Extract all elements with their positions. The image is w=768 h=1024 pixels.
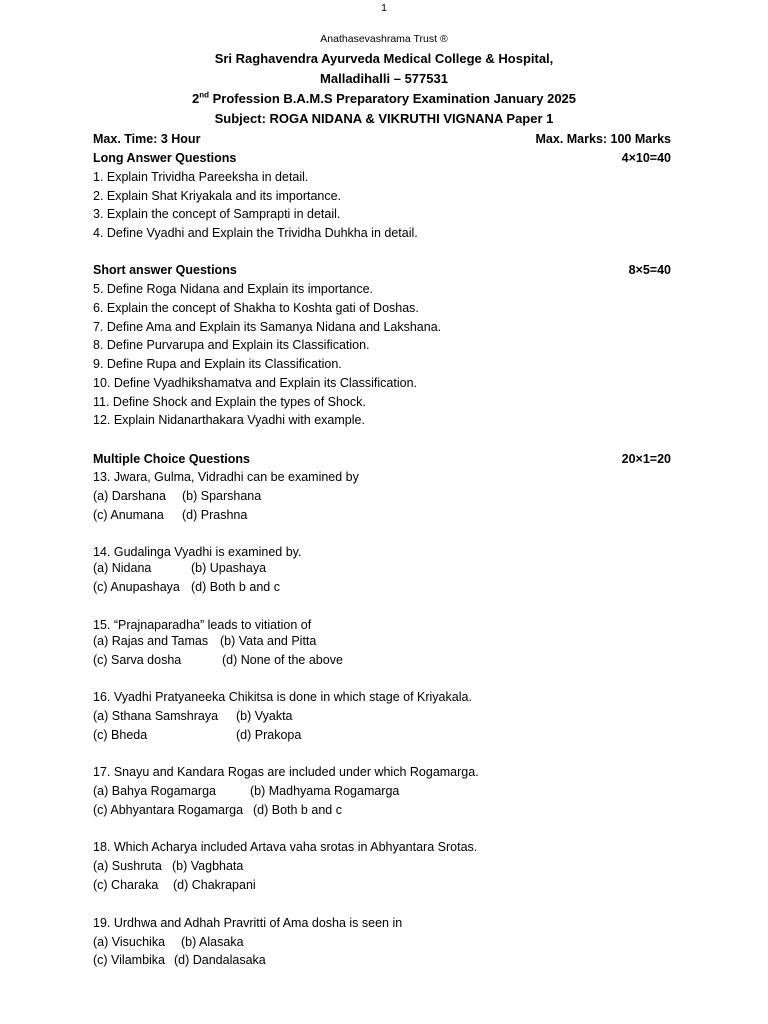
mcq-option-c: (c) Sarva dosha [93,653,182,667]
subject-title: Subject: ROGA NIDANA & VIKRUTHI VIGNANA Paper 1 [214,111,554,126]
exam-title [0,92,768,105]
mcq-question: 19. Urdhwa and Adhah Pravritti of Ama dosha is seen in [93,916,403,930]
long-answer-marks: 4×10=40 [621,151,671,165]
mcq-option-d: (d) Prakopa [236,728,302,742]
mcq-option-b: (b) Vagbhata [172,859,244,873]
college-name: Sri Raghavendra Ayurveda Medical College & Hospital, [214,51,554,66]
mcq-option-c: (c) Bheda [93,728,148,742]
mcq-option-a: (a) Visuchika [93,935,166,949]
mcq-option-a: (a) Darshana [93,489,166,503]
short-question: 7. Define Ama and Explain its Samanya Nidana and Lakshana. [93,320,442,334]
mcq-option-c: (c) Anupashaya [93,580,180,594]
short-question: 5. Define Roga Nidana and Explain its importance. [93,282,374,296]
mcq-option-d: (d) Dandalasaka [174,953,266,967]
mcq-option-c: (c) Charaka [93,878,159,892]
mcq-marks: 20×1=20 [621,452,671,466]
mcq-question: 14. Gudalinga Vyadhi is examined by. [93,545,302,559]
short-question: 8. Define Purvarupa and Explain its Classification. [93,338,370,352]
long-answer-heading: Long Answer Questions [93,151,237,165]
mcq-option-b: (b) Upashaya [191,561,267,575]
mcq-question: 15. “Prajnaparadha” leads to vitiation of [93,618,312,632]
mcq-option-a: (a) Nidana [93,561,152,575]
mcq-option-a: (a) Sthana Samshraya [93,709,219,723]
mcq-option-d: (d) Both b and c [253,803,342,817]
short-question: 11. Define Shock and Explain the types of Shock. [93,395,366,409]
short-question: 12. Explain Nidanarthakara Vyadhi with example. [93,413,365,427]
exam-title-rest: Profession B.A.M.S Preparatory Examination January 2025 [208,91,577,106]
short-question: 10. Define Vyadhikshamatva and Explain its Classification. [93,376,418,390]
max-marks: Max. Marks: 100 Marks [535,132,671,146]
mcq-option-c: (c) Abhyantara Rogamarga [93,803,244,817]
mcq-heading: Multiple Choice Questions [93,452,250,466]
page-number: 1 [381,2,387,14]
short-question: 9. Define Rupa and Explain its Classification. [93,357,342,371]
mcq-question: 13. Jwara, Gulma, Vidradhi can be examined by [93,470,359,484]
mcq-option-d: (d) Both b and c [191,580,280,594]
mcq-option-b: (b) Madhyama Rogamarga [250,784,400,798]
mcq-option-c: (c) Anumana [93,508,164,522]
exam-ordinal: 2 [191,91,200,106]
college-location: Malladihalli – 577531 [320,71,448,86]
exam-ordinal-sup: nd [199,90,209,100]
long-question: 2. Explain Shat Kriyakala and its importance. [93,189,342,203]
long-question: 3. Explain the concept of Samprapti in detail. [93,207,341,221]
short-question: 6. Explain the concept of Shakha to Koshta gati of Doshas. [93,301,419,315]
mcq-option-a: (a) Rajas and Tamas [93,634,209,648]
mcq-question: 17. Snayu and Kandara Rogas are included under which Rogamarga. [93,765,479,779]
mcq-option-b: (b) Vyakta [236,709,293,723]
mcq-option-d: (d) Prashna [182,508,248,522]
max-time: Max. Time: 3 Hour [93,132,201,146]
short-answer-heading: Short answer Questions [93,263,237,277]
mcq-option-d: (d) Chakrapani [173,878,256,892]
mcq-option-c: (c) Vilambika [93,953,166,967]
mcq-question: 18. Which Acharya included Artava vaha srotas in Abhyantara Srotas. [93,840,478,854]
long-question: 1. Explain Trividha Pareeksha in detail. [93,170,309,184]
short-answer-marks: 8×5=40 [628,263,671,277]
mcq-option-a: (a) Sushruta [93,859,162,873]
trust-name: Anathasevashrama Trust ® [320,33,448,45]
mcq-option-b: (b) Vata and Pitta [220,634,317,648]
mcq-option-b: (b) Alasaka [181,935,244,949]
mcq-option-a: (a) Bahya Rogamarga [93,784,216,798]
mcq-question: 16. Vyadhi Pratyaneeka Chikitsa is done in which stage of Kriyakala. [93,690,472,704]
mcq-option-b: (b) Sparshana [182,489,262,503]
long-question: 4. Define Vyadhi and Explain the Trividha Duhkha in detail. [93,226,418,240]
mcq-option-d: (d) None of the above [222,653,343,667]
